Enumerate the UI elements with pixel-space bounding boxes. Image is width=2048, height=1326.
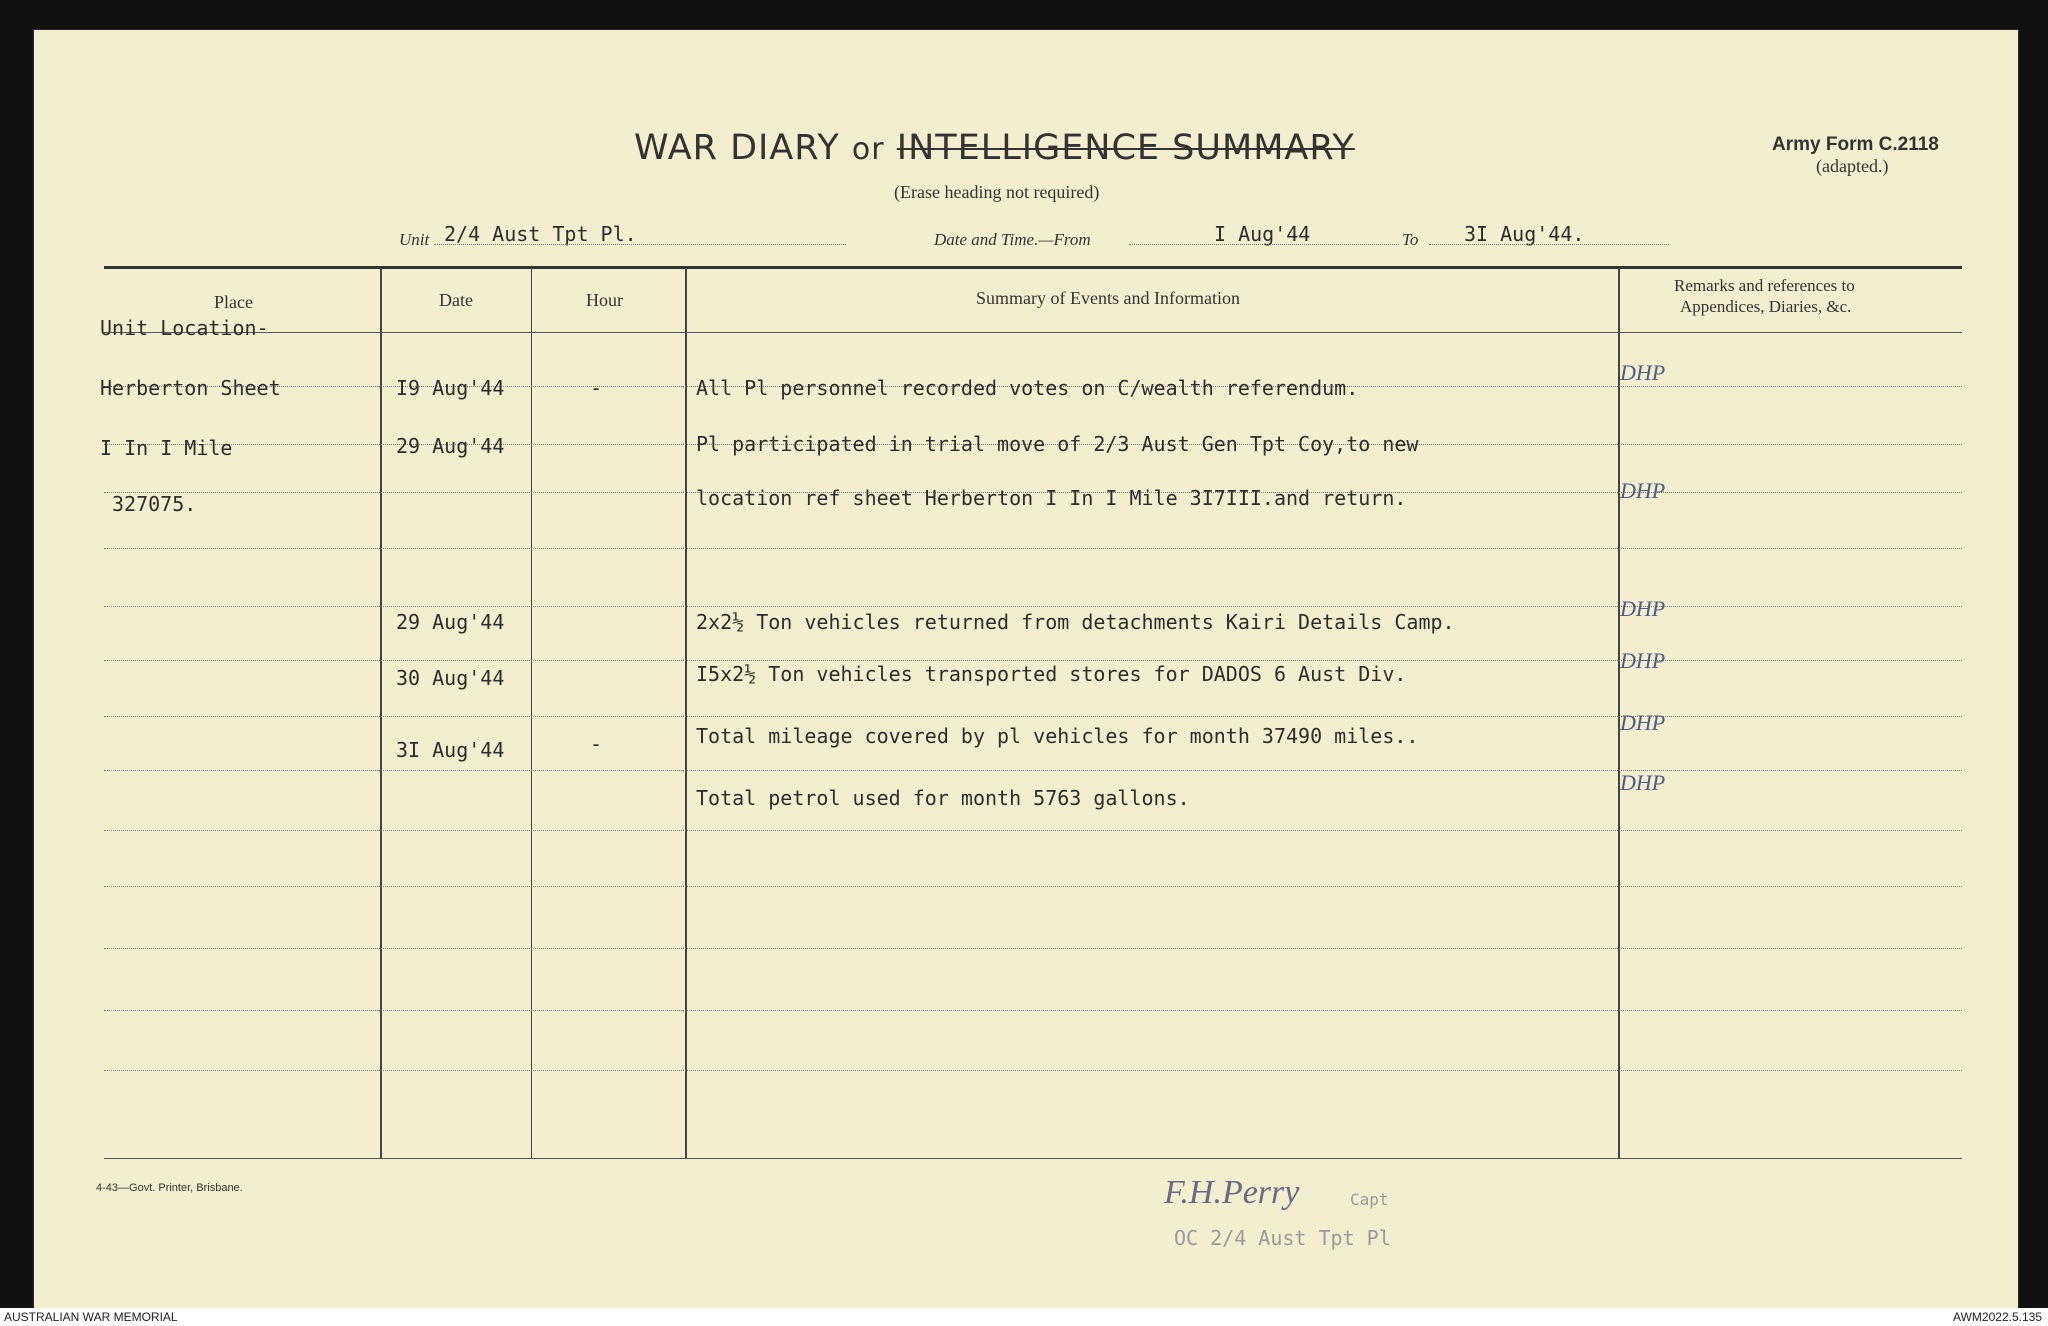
to-label: To [1402,230,1419,249]
rule-13 [104,1070,1962,1071]
table-top-rule [104,266,1962,269]
title-main: WAR DIARY [634,128,840,168]
rule-9 [104,830,1962,831]
archive-footer [0,1308,2048,1326]
header-remarks-line2: Appendices, Diaries, &c. [1680,297,1852,316]
rule-12 [104,1010,1962,1011]
army-form-adapted: (adapted.) [1816,156,1889,176]
col-divider-date [531,268,532,1158]
signature: F.H.Perry [1164,1174,1300,1211]
signature-stamp: OC 2/4 Aust Tpt Pl [1174,1226,1391,1250]
rule-6 [104,660,1962,661]
entry-initials: DHP [1620,710,1666,735]
entry-hour: - [590,376,603,400]
entry-date: 3I Aug'44 [396,738,505,762]
entry-date: I9 Aug'44 [396,376,505,400]
entry-initials: DHP [1620,478,1666,503]
archive-credit: AUSTRALIAN WAR MEMORIAL [4,1310,178,1324]
entry-hour: - [590,732,603,756]
rule-10 [104,886,1962,887]
entry-text: location ref sheet Herberton I In I Mile 3I7III.and return. [696,486,1407,510]
header-rule [104,332,1962,333]
col-divider-hour [685,268,687,1158]
header-remarks-line1: Remarks and references to [1674,276,1855,295]
date-from-dotline [1129,244,1399,245]
unit-label: Unit [399,230,430,249]
rule-8 [104,770,1962,771]
table-bottom-rule [104,1158,1962,1159]
title-or: or [851,132,885,167]
entry-date: 30 Aug'44 [396,666,505,690]
header-hour: Hour [586,290,623,310]
col-divider-place [380,268,382,1158]
entry-text: All Pl personnel recorded votes on C/wealth referendum. [696,376,1359,400]
rule-7 [104,716,1962,717]
title-struck: INTELLIGENCE SUMMARY [896,128,1355,168]
date-to-dotline [1429,244,1669,245]
header-place: Place [214,292,253,312]
place-note: Herberton Sheet [100,376,281,400]
date-from-value: I Aug'44 [1214,222,1311,246]
place-note: Unit Location- [100,316,269,340]
header-summary: Summary of Events and Information [976,288,1240,308]
entry-initials: DHP [1620,648,1666,673]
archive-reference: AWM2022.5.135 [1953,1310,2042,1324]
entry-initials: DHP [1620,770,1666,795]
entry-initials: DHP [1620,596,1666,621]
unit-dotline [434,244,846,245]
form-subtitle: (Erase heading not required) [894,182,1100,202]
rule-4 [104,548,1962,549]
header-date: Date [439,290,473,310]
entry-text: Pl participated in trial move of 2/3 Aust Gen Tpt Coy,to new [696,432,1419,456]
rule-5 [104,606,1962,607]
signature-rank: Capt [1350,1190,1389,1209]
entry-date: 29 Aug'44 [396,610,505,634]
form-title [634,128,1355,168]
entry-text: Total petrol used for month 5763 gallons. [696,786,1190,810]
rule-11 [104,948,1962,949]
entry-text: 2x2½ Ton vehicles returned from detachments Kairi Details Camp. [696,610,1455,634]
unit-value: 2/4 Aust Tpt Pl. [444,222,637,246]
date-time-label: Date and Time.—From [934,230,1091,249]
printer-note: 4-43—Govt. Printer, Brisbane. [96,1182,243,1194]
war-diary-sheet [34,30,2018,1308]
place-note: I In I Mile [100,436,233,460]
entry-date: 29 Aug'44 [396,434,505,458]
entry-text: Total mileage covered by pl vehicles for month 37490 miles.. [696,724,1419,748]
entry-text: I5x2½ Ton vehicles transported stores for DADOS 6 Aust Div. [696,662,1407,686]
date-to-value: 3I Aug'44. [1464,222,1585,246]
place-note: 327075. [112,492,197,516]
army-form-number: Army Form C.2118 [1772,134,1939,155]
entry-initials: DHP [1620,360,1666,385]
